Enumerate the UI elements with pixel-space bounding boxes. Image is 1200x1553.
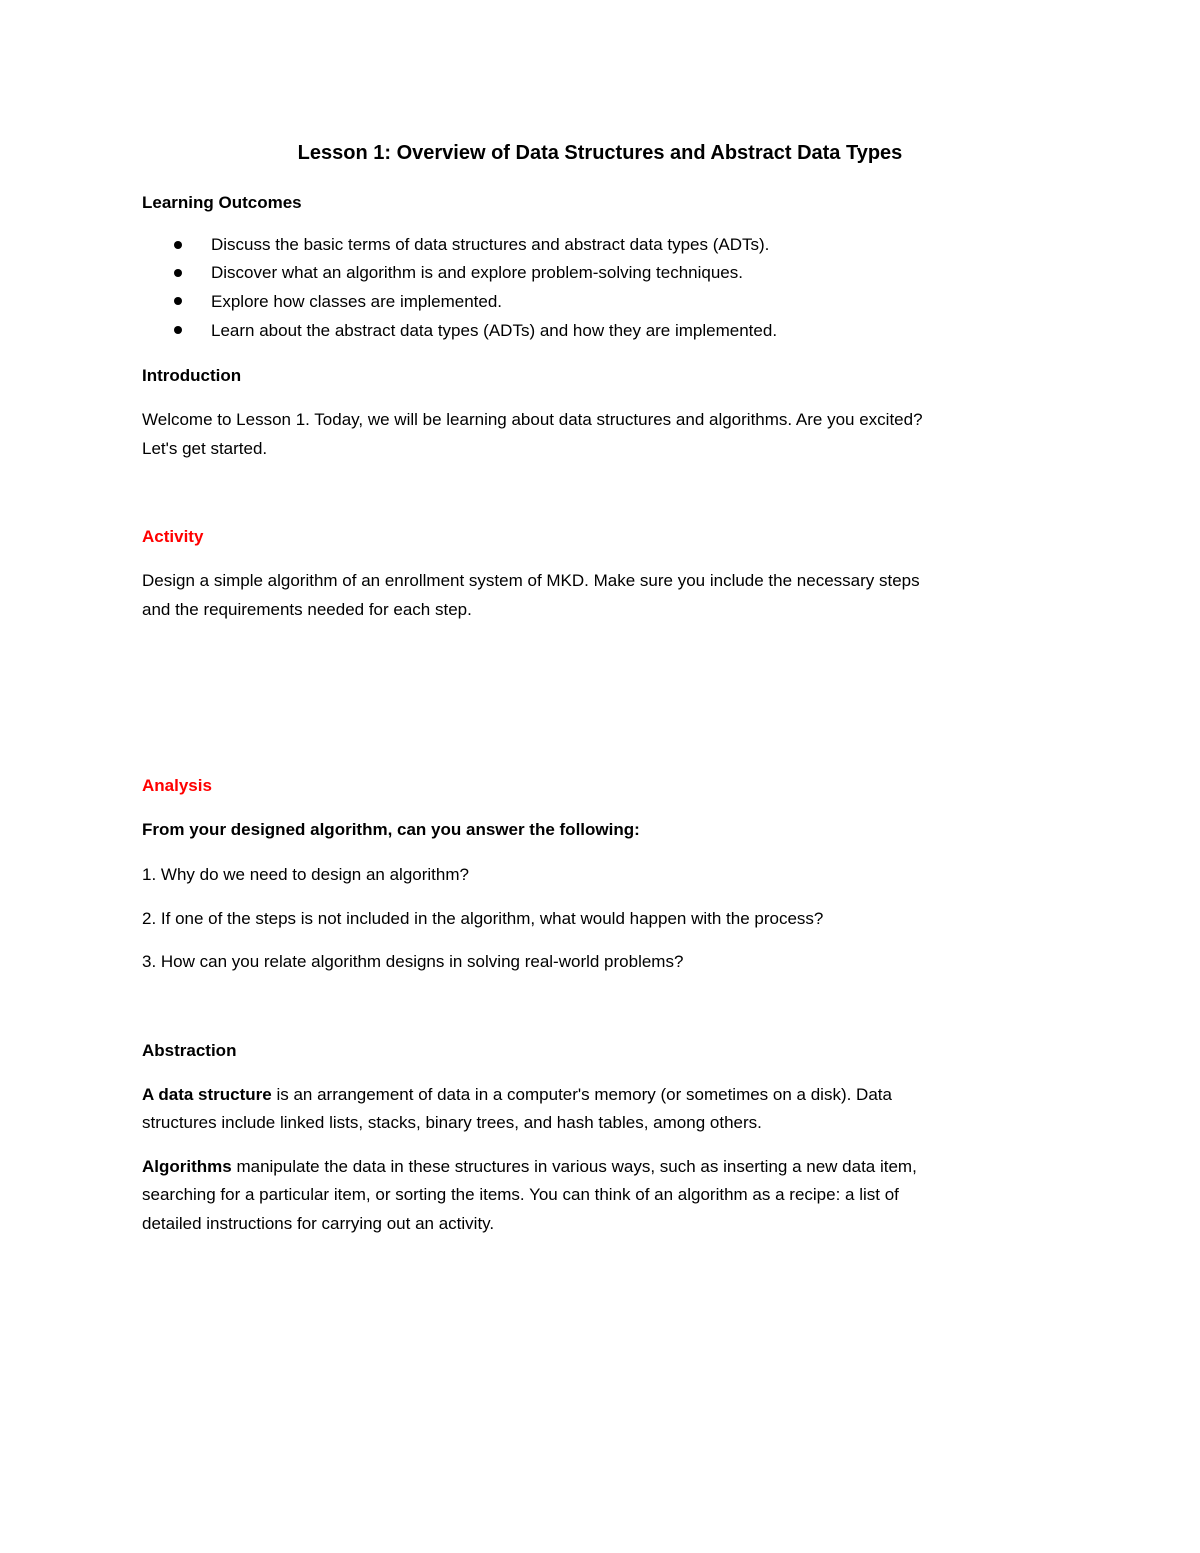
bullet-icon [174, 326, 182, 334]
bullet-icon [174, 241, 182, 249]
paragraph-text: manipulate the data in these structures in various ways, such as inserting a new data item, [231, 1157, 917, 1176]
abstraction-paragraph-2-line-1 [142, 1153, 917, 1181]
learning-outcome-item: Discuss the basic terms of data structures and abstract data types (ADTs). [211, 235, 770, 254]
activity-line-2: and the requirements needed for each step. [142, 600, 472, 619]
abstraction-heading: Abstraction [142, 1041, 237, 1060]
bullet-icon [174, 297, 182, 305]
analysis-question: 1. Why do we need to design an algorithm? [142, 865, 469, 884]
page-title: Lesson 1: Overview of Data Structures and Abstract Data Types [297, 142, 903, 164]
analysis-prompt: From your designed algorithm, can you answer the following: [142, 820, 640, 839]
introduction-line-1: Welcome to Lesson 1. Today, we will be learning about data structures and algorithms. Are you excited? [142, 410, 923, 429]
activity-line-1: Design a simple algorithm of an enrollment system of MKD. Make sure you include the necessary steps [142, 571, 920, 590]
analysis-question: 2. If one of the steps is not included in the algorithm, what would happen with the process? [142, 909, 824, 928]
abstraction-paragraph-2-line-3: detailed instructions for carrying out an activity. [142, 1214, 495, 1233]
data-structure-term: A data structure [142, 1085, 272, 1104]
abstraction-paragraph-2-line-2: searching for a particular item, or sorting the items. You can think of an algorithm as a recipe: a list of [142, 1185, 899, 1204]
abstraction-paragraph-1-line-2: structures include linked lists, stacks, binary trees, and hash tables, among others. [142, 1113, 762, 1132]
introduction-heading: Introduction [142, 366, 242, 385]
learning-outcome-item: Discover what an algorithm is and explore problem-solving techniques. [211, 263, 743, 282]
algorithms-term: Algorithms [142, 1157, 232, 1176]
analysis-heading: Analysis [142, 776, 212, 795]
learning-outcomes-heading: Learning Outcomes [142, 193, 302, 212]
analysis-question: 3. How can you relate algorithm designs in solving real-world problems? [142, 952, 684, 971]
bullet-icon [174, 269, 182, 277]
learning-outcome-item: Explore how classes are implemented. [211, 292, 503, 311]
abstraction-paragraph-1-line-1 [142, 1081, 892, 1109]
activity-heading: Activity [142, 527, 204, 546]
paragraph-text: is an arrangement of data in a computer's memory (or sometimes on a disk). Data [271, 1085, 892, 1104]
introduction-line-2: Let's get started. [142, 439, 268, 458]
learning-outcome-item: Learn about the abstract data types (ADTs) and how they are implemented. [211, 321, 778, 340]
